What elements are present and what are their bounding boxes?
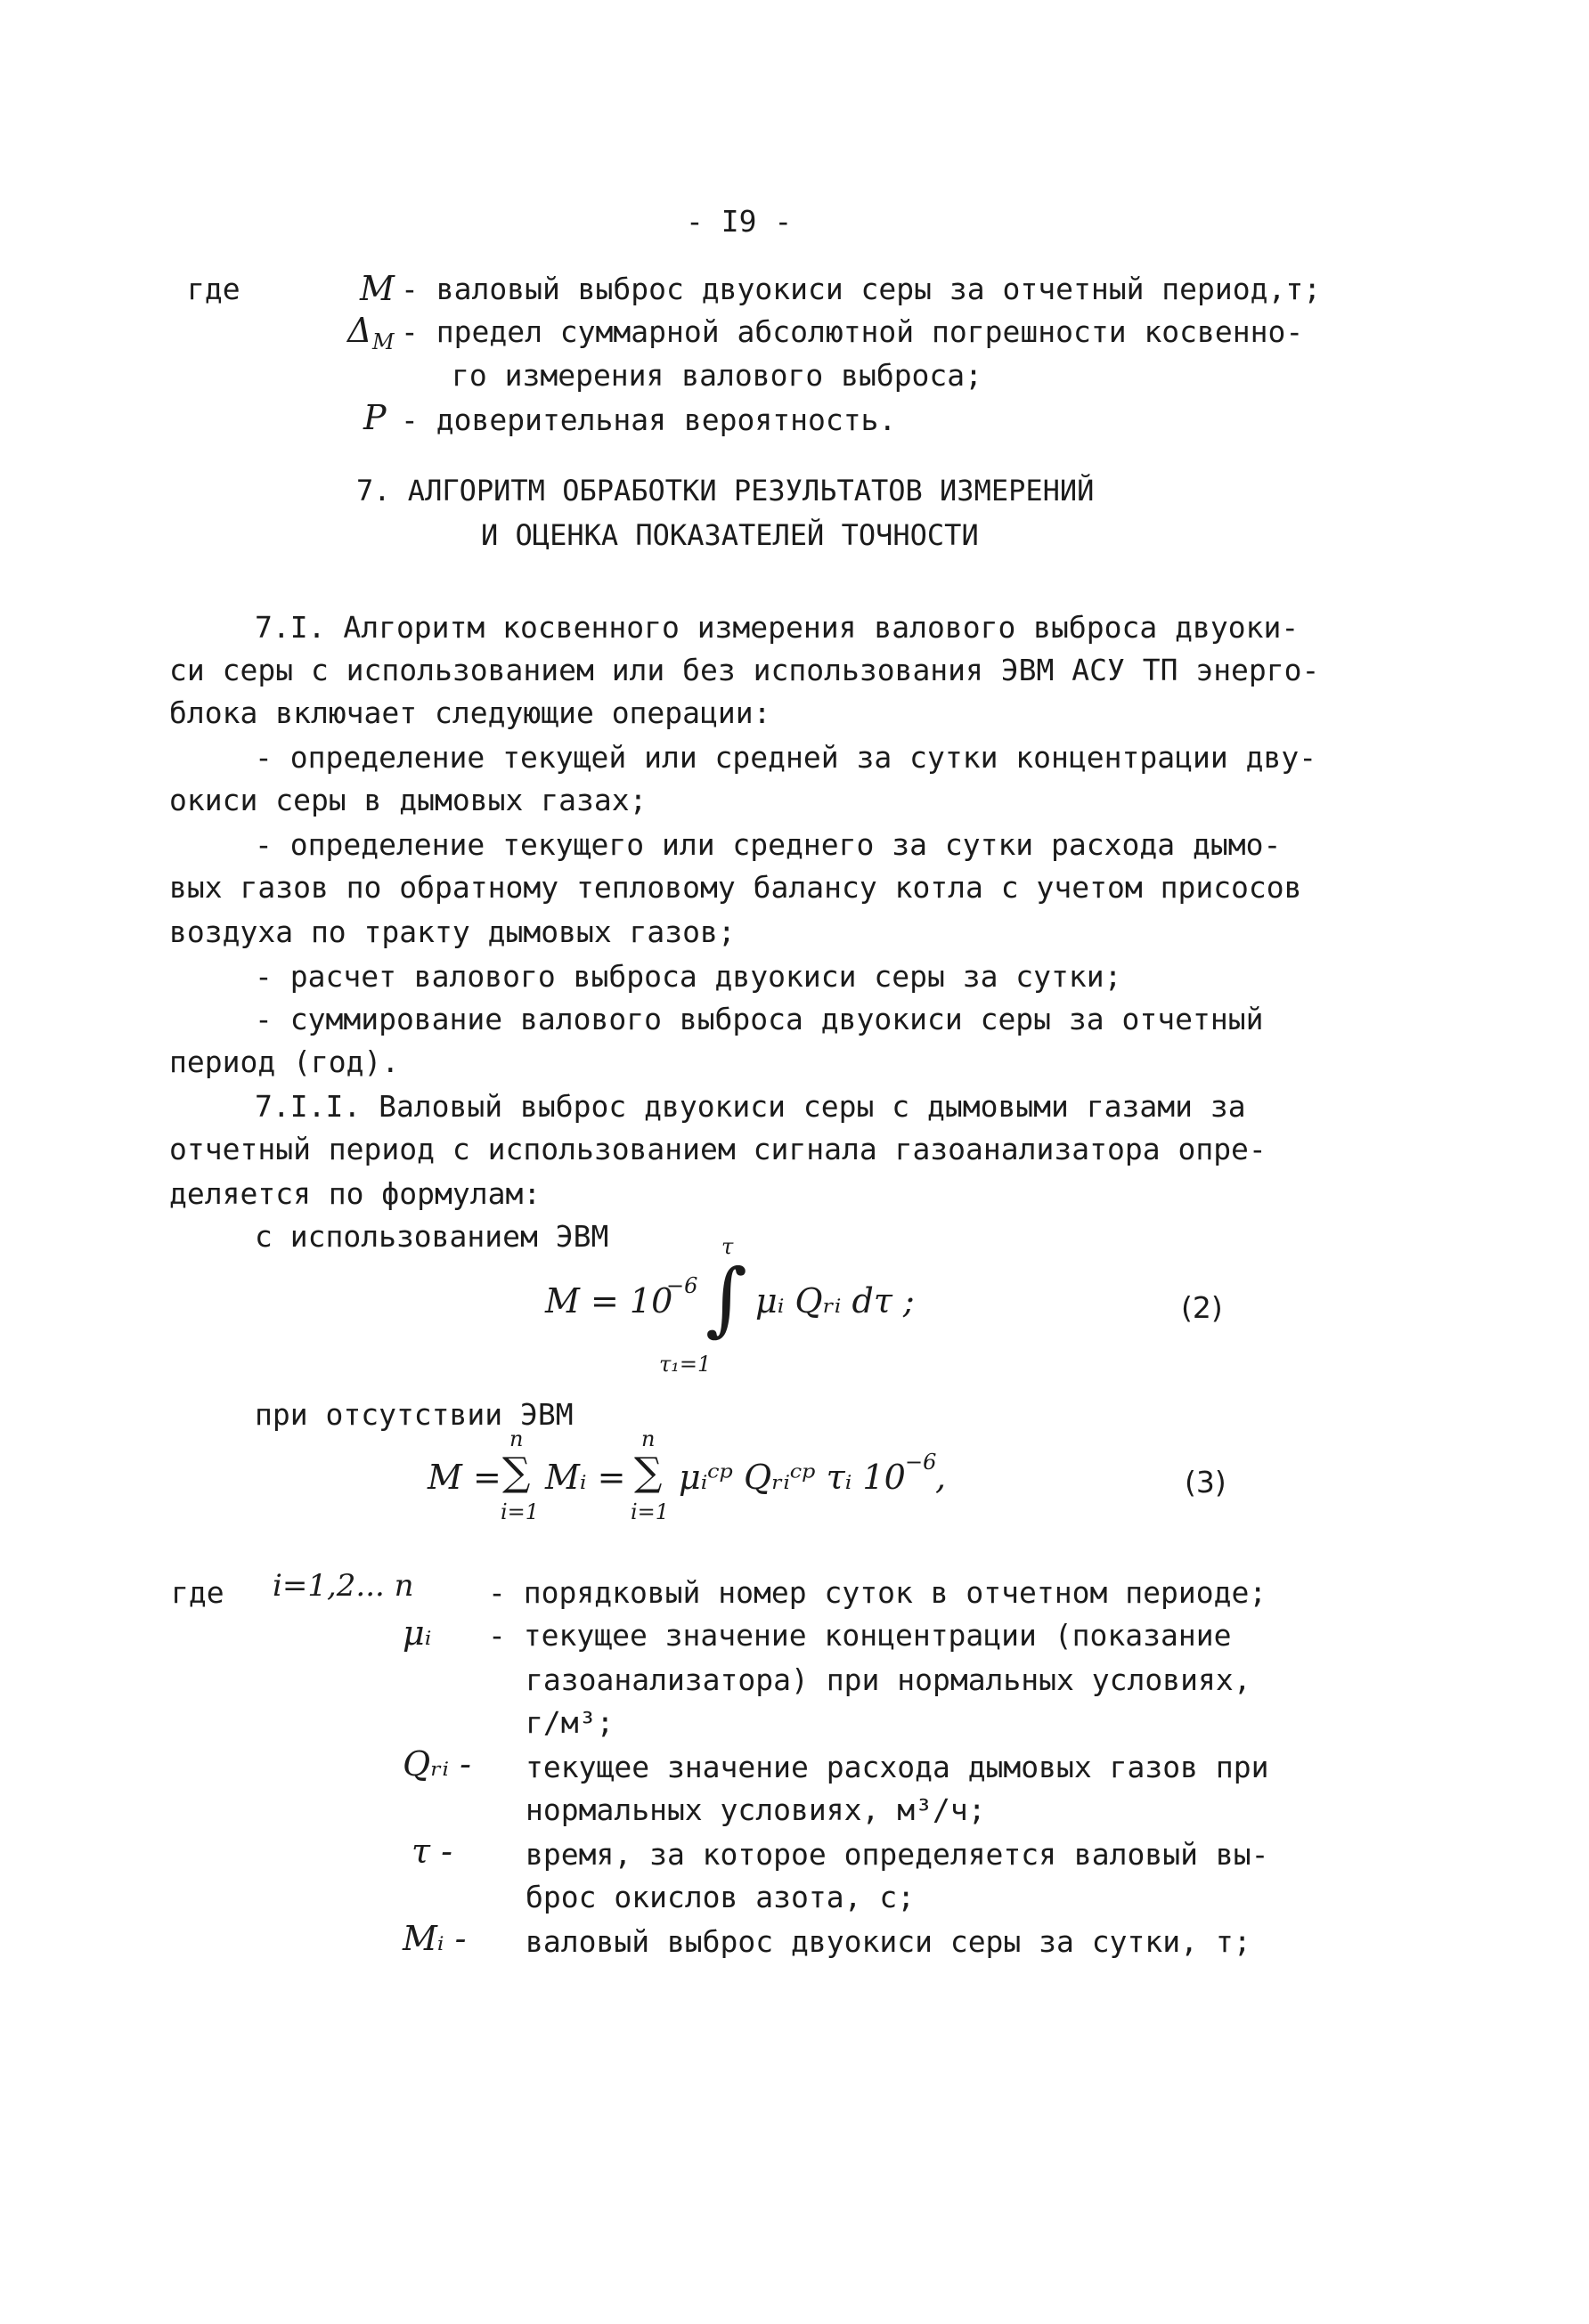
body-line: окиси серы в дымовых газах; [169,783,648,817]
formula-2 [534,1220,1336,1380]
where-label: где [187,272,240,306]
body-line: отчетный период с использованием сигнала газоанализатора опре- [169,1132,1267,1166]
definition-text: - доверительная вероятность. [401,402,897,437]
symbol-delta: Δ [347,311,372,350]
formula-exponent: −6 [666,1273,698,1298]
symbol-tau: τ - [412,1832,452,1871]
sum-upper-limit: n [641,1426,656,1451]
definition-text: нормальных условиях, м³/ч; [526,1792,986,1827]
definition-text: г/м³; [526,1705,615,1740]
symbol-M: M [360,269,395,308]
where-label: где [171,1575,224,1610]
formula-tail: , [935,1458,947,1497]
body-line: - суммирование валового выброса двуокиси серы за отчетный [255,1002,1264,1036]
formula-lhs: M = [428,1458,501,1497]
body-line: си серы с использованием или без использования ЭВМ АСУ ТП энерго- [169,653,1320,687]
formula-3 [419,1416,1309,1540]
sum-sign: ∑ [634,1450,663,1495]
body-line: - определение текущей или средней за сутки концентрации дву- [255,740,1317,775]
body-line: - определение текущего или среднего за сутки расхода дымо- [255,827,1282,862]
equation-number: (3) [1185,1465,1226,1499]
definition-text: текущее значение расхода дымовых газов при [526,1750,1269,1784]
formula-lhs: M = 10 [545,1281,673,1320]
definition-text: газоанализатора) при нормальных условиях, [526,1662,1251,1697]
body-line: при отсутствии ЭВМ [255,1397,574,1432]
integral-upper-limit: τ [721,1234,734,1259]
body-line: 7.I. Алгоритм косвенного измерения валового выброса двуоки- [255,610,1300,645]
body-line: период (год). [169,1044,400,1079]
section-heading: И ОЦЕНКА ПОКАЗАТЕЛЕЙ ТОЧНОСТИ [481,518,979,552]
symbol-mu: μᵢ [403,1613,432,1653]
sum-sign: ∑ [502,1450,531,1495]
symbol-index: i=1,2... n [273,1568,414,1604]
body-line: с использованием ЭВМ [255,1219,609,1254]
definition-text: время, за которое определяется валовый вы- [526,1837,1269,1872]
body-line: воздуха по тракту дымовых газов; [169,914,736,949]
equation-number: (2) [1181,1290,1223,1325]
symbol-Mi: Mᵢ - [403,1919,467,1958]
symbol-subscript: M [372,329,395,354]
body-line: - расчет валового выброса двуокиси серы за сутки; [255,959,1122,994]
sum-lower-limit: i=1 [631,1499,670,1524]
page-number: - I9 - [686,204,793,239]
formula-body: μᵢᶜᵖ Qᵣᵢᶜᵖ τᵢ 10 [679,1458,906,1497]
formula-body: μᵢ Qᵣᵢ dτ ; [755,1281,915,1320]
sum-upper-limit: n [509,1426,524,1451]
definition-text: - текущее значение концентрации (показание [488,1618,1232,1653]
body-line: 7.I.I. Валовый выброс двуокиси серы с дымовыми газами за [255,1089,1246,1124]
definition-text: го измерения валового выброса; [452,358,983,393]
body-line: блока включает следующие операции: [169,695,771,730]
definition-text: - предел суммарной абсолютной погрешности косвенно- [401,314,1304,349]
body-line: вых газов по обратному тепловому балансу котла с учетом присосов [169,870,1302,905]
formula-middle: Mᵢ = [545,1458,626,1497]
integral-sign: ∫ [705,1252,747,1345]
definition-text: валовый выброс двуокиси серы за сутки, т; [526,1924,1251,1959]
body-line: деляется по формулам: [169,1176,542,1211]
symbol-Q: Qᵣᵢ - [403,1744,471,1784]
integral-lower-limit: τ₁=1 [659,1352,712,1377]
sum-lower-limit: i=1 [501,1499,540,1524]
definition-text: - порядковый номер суток в отчетном периоде; [488,1575,1267,1610]
section-heading: 7. АЛГОРИТМ ОБРАБОТКИ РЕЗУЛЬТАТОВ ИЗМЕРЕНИЙ [356,474,1095,508]
symbol-P: P [363,398,387,437]
definition-text: брос окислов азота, с; [526,1880,916,1914]
formula-exponent: −6 [905,1450,937,1475]
definition-text: - валовый выброс двуокиси серы за отчетный период,т; [401,272,1322,306]
